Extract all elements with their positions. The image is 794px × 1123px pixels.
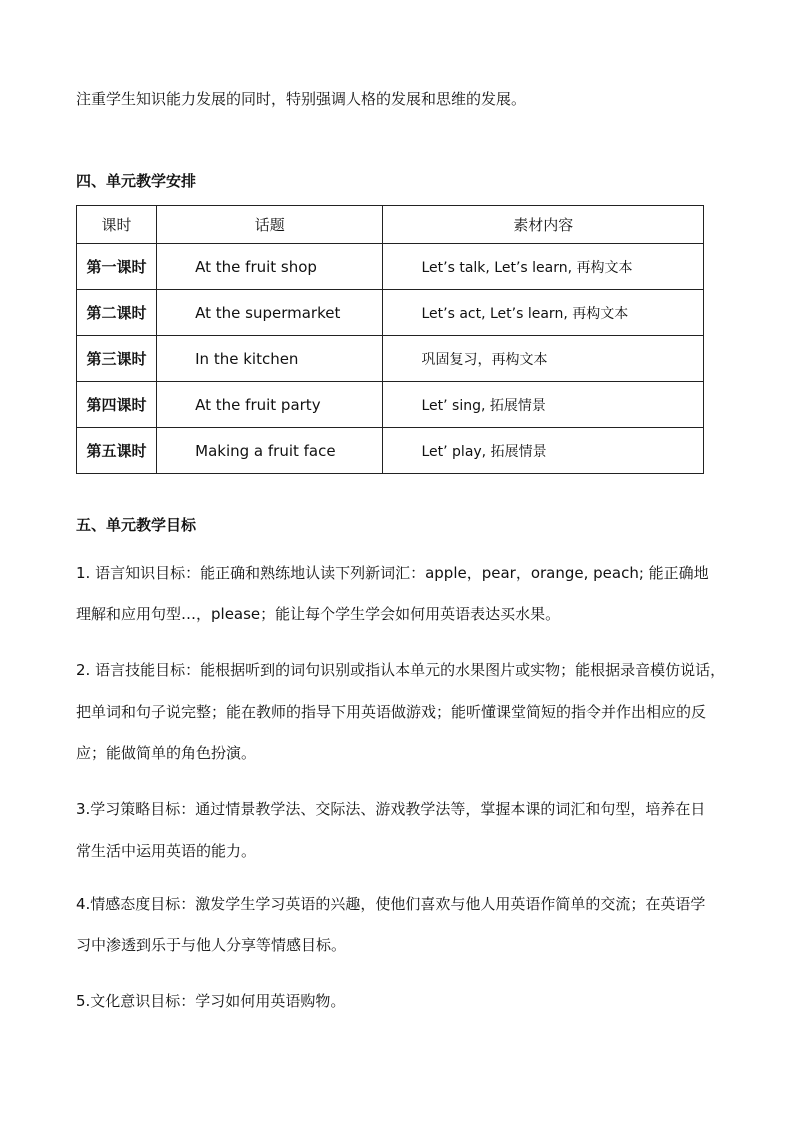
goal-1-line-1: 1. 语言知识目标：能正确和熟练地认读下列新词汇：apple，pear，orange, peach; 能正确地	[76, 564, 709, 582]
material-cell: Let’ sing, 拓展情景	[383, 382, 704, 428]
goal-3-line-1: 3.学习策略目标：通过情景教学法、交际法、游戏教学法等，掌握本课的词汇和句型，培养在日	[76, 800, 706, 818]
lesson-cell: 第一课时	[77, 244, 157, 290]
topic-cell: At the supermarket	[157, 290, 383, 336]
goal-4-line-1: 4.情感态度目标：激发学生学习英语的兴趣，使他们喜欢与他人用英语作简单的交流；在英语学	[76, 895, 706, 913]
table-row	[77, 244, 704, 290]
table-row	[77, 382, 704, 428]
lesson-cell: 第四课时	[77, 382, 157, 428]
material-cell: Let’ play, 拓展情景	[383, 428, 704, 474]
goal-1-line-2: 理解和应用句型…，please；能让每个学生学会如何用英语表达买水果。	[76, 605, 561, 623]
material-cell: Let’s talk, Let’s learn, 再构文本	[383, 244, 704, 290]
goal-3-line-2: 常生活中运用英语的能力。	[76, 842, 257, 860]
goal-5-line-1: 5.文化意识目标：学习如何用英语购物。	[76, 992, 346, 1010]
lesson-cell: 第三课时	[77, 336, 157, 382]
goal-2-line-3: 应；能做简单的角色扮演。	[76, 744, 257, 762]
material-cell: Let’s act, Let’s learn, 再构文本	[383, 290, 704, 336]
table-row	[77, 428, 704, 474]
goal-2-line-2: 把单词和句子说完整；能在教师的指导下用英语做游戏；能听懂课堂简短的指令并作出相应的反	[76, 703, 707, 721]
lesson-cell: 第五课时	[77, 428, 157, 474]
teaching-schedule-table	[76, 205, 704, 474]
header-lesson: 课时	[77, 206, 157, 244]
section5-heading: 五、单元教学目标	[76, 516, 197, 534]
section4-heading: 四、单元教学安排	[76, 172, 197, 190]
header-topic: 话题	[157, 206, 383, 244]
material-cell: 巩固复习，再构文本	[383, 336, 704, 382]
topic-cell: In the kitchen	[157, 336, 383, 382]
intro-paragraph: 注重学生知识能力发展的同时，特别强调人格的发展和思维的发展。	[76, 90, 527, 108]
topic-cell: At the fruit shop	[157, 244, 383, 290]
topic-cell: At the fruit party	[157, 382, 383, 428]
table-header-row	[77, 206, 704, 244]
table-row	[77, 336, 704, 382]
header-material: 素材内容	[383, 206, 704, 244]
table-row	[77, 290, 704, 336]
lesson-cell: 第二课时	[77, 290, 157, 336]
goal-4-line-2: 习中渗透到乐于与他人分享等情感目标。	[76, 936, 347, 954]
topic-cell: Making a fruit face	[157, 428, 383, 474]
goal-2-line-1: 2. 语言技能目标：能根据听到的词句识别或指认本单元的水果图片或实物；能根据录音模仿说话，	[76, 661, 726, 679]
